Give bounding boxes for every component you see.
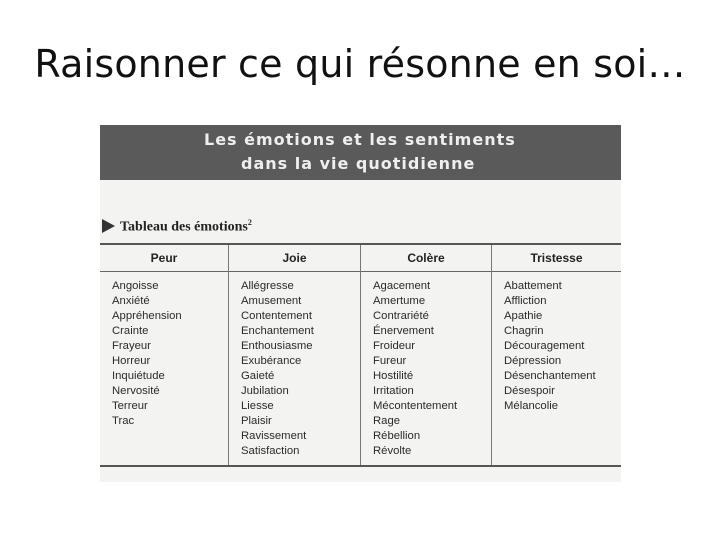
emotion-item: Rébellion [373, 430, 421, 442]
slide-title: Raisonner ce qui résonne en soi… [34, 42, 686, 86]
emotion-item: Énervement [373, 325, 434, 337]
emotion-item: Fureur [373, 355, 407, 367]
emotion-item: Crainte [112, 325, 149, 337]
emotion-item: Abattement [504, 280, 562, 292]
emotion-item: Anxiété [112, 295, 150, 307]
emotion-item: Gaieté [241, 370, 275, 382]
emotion-item: Terreur [112, 400, 148, 412]
emotion-item: Dépression [504, 355, 562, 367]
emotion-item: Horreur [112, 355, 151, 367]
emotion-item: Froideur [373, 340, 416, 352]
section-banner [100, 125, 621, 180]
emotion-item: Exubérance [241, 355, 302, 367]
emotion-item: Désespoir [504, 385, 555, 397]
column-items [492, 272, 621, 414]
emotion-item: Enchantement [241, 325, 314, 337]
triangle-marker-icon [102, 219, 115, 233]
emotion-item: Contrariété [373, 310, 429, 322]
emotion-item: Mécontentement [373, 400, 458, 412]
emotion-item: Ravissement [241, 430, 307, 442]
scanned-page-image [100, 125, 621, 482]
column-items [229, 272, 360, 459]
table-column [360, 245, 491, 465]
column-header: Joie [229, 245, 360, 272]
emotion-item: Irritation [373, 385, 414, 397]
emotion-item: Apathie [504, 310, 543, 322]
emotion-item: Amusement [241, 295, 302, 307]
emotion-item: Découragement [504, 340, 585, 352]
emotion-item: Trac [112, 415, 135, 427]
emotion-item: Nervosité [112, 385, 160, 397]
emotion-item: Appréhension [112, 310, 182, 322]
emotion-item: Liesse [241, 400, 274, 412]
emotion-item: Mélancolie [504, 400, 559, 412]
table-heading [102, 218, 252, 236]
emotion-item: Désenchantement [504, 370, 596, 382]
emotion-item: Chagrin [504, 325, 544, 337]
column-items [361, 272, 491, 459]
emotion-item: Plaisir [241, 415, 272, 427]
emotion-item: Affliction [504, 295, 547, 307]
emotion-item: Enthousiasme [241, 340, 313, 352]
banner-title-line2: dans la vie quotidienne [241, 154, 476, 173]
emotion-item: Inquiétude [112, 370, 165, 382]
emotions-table [100, 243, 621, 467]
table-heading-text: Tableau des émotions [120, 219, 248, 235]
column-items [100, 272, 228, 429]
column-header: Peur [100, 245, 228, 272]
footnote-marker: 2 [247, 218, 252, 227]
emotion-item: Angoisse [112, 280, 159, 292]
table-column [100, 245, 228, 465]
emotion-item: Hostilité [373, 370, 414, 382]
column-header: Colère [361, 245, 491, 272]
emotion-item: Agacement [373, 280, 431, 292]
emotion-item: Rage [373, 415, 401, 427]
emotion-item: Contentement [241, 310, 312, 322]
emotion-item: Amertume [373, 295, 426, 307]
emotion-item: Satisfaction [241, 445, 300, 457]
emotion-item: Allégresse [241, 280, 294, 292]
emotion-item: Jubilation [241, 385, 289, 397]
banner-title-line1: Les émotions et les sentiments [204, 130, 516, 149]
emotion-item: Frayeur [112, 340, 151, 352]
table-column [228, 245, 360, 465]
column-header: Tristesse [492, 245, 621, 272]
table-column [491, 245, 621, 465]
emotion-item: Révolte [373, 445, 412, 457]
